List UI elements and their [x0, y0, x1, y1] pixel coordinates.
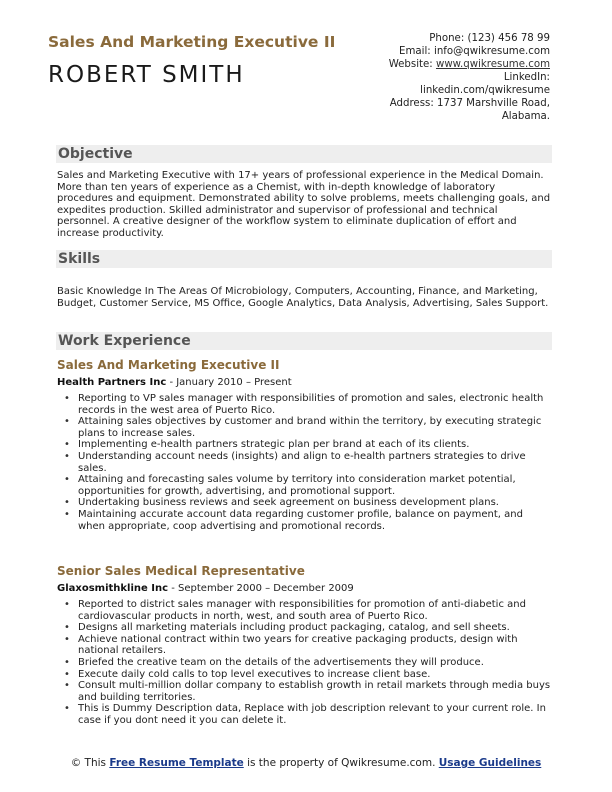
phone-label: Phone: — [429, 33, 465, 44]
linkedin-label: LinkedIn: — [503, 72, 550, 83]
free-resume-template-link[interactable]: Free Resume Template — [109, 757, 244, 769]
website-label: Website: — [388, 59, 433, 70]
contact-block — [310, 32, 550, 123]
list-item: • Designs all marketing materials including product packaging, catalog, and sell sheets. — [57, 622, 551, 634]
footer-middle: is the property of Qwikresume.com. — [243, 757, 439, 769]
skills-heading: Skills — [58, 251, 101, 267]
objective-text: Sales and Marketing Executive with 17+ years of professional experience in the Medical Domain. More than ten years of experience as a Chemist, with in-depth knowledge of laboratory procedures and equipment. Demonstrated ability to solve problems, meets challenging goals, and expedites production. Skilled administrator and supervisor of professional and technical personnel. A creative designer of the workflow system to eliminate duplication of effort and increase productivity. — [57, 170, 551, 239]
list-item: • Reporting to VP sales manager with responsibilities of promotion and sales, electronic health records in the west area of Puerto Rico. — [57, 393, 551, 416]
list-item: • Attaining and forecasting sales volume by territory into consideration market potential, opportunities for growth, advertising, and promotional support. — [57, 474, 551, 497]
skills-text: Basic Knowledge In The Areas Of Microbiology, Computers, Accounting, Finance, and Marketing, Budget, Customer Service, MS Office, Google Analytics, Data Analysis, Advertising, Sales Support. — [57, 286, 549, 309]
list-item: • Consult multi-million dollar company to establish growth in retail markets through media buys and building territories. — [57, 680, 551, 703]
phone-line — [310, 32, 550, 45]
website-line — [310, 58, 550, 71]
email-value: info@qwikresume.com — [433, 46, 550, 57]
job-2-duties — [57, 599, 551, 727]
list-item: • Implementing e-health partners strategic plan per brand at each of its clients. — [57, 439, 551, 451]
address-value-1: 1737 Marshville Road, — [437, 98, 550, 109]
list-item: • Achieve national contract within two years for creative packaging products, design with national retailers. — [57, 634, 551, 657]
list-item: • Execute daily cold calls to top level executives to increase client base. — [57, 669, 551, 681]
list-item: • Attaining sales objectives by customer and brand within the territory, by executing strategic plans to increase sales. — [57, 416, 551, 439]
objective-section-header — [56, 145, 552, 163]
job-1-duties — [57, 393, 551, 532]
experience-section-header — [56, 332, 552, 350]
list-item: • Reported to district sales manager with responsibilities for promotion of anti-diabetic and cardiovascular products in north, west, and south area of Puerto Rico. — [57, 599, 551, 622]
job-2-company-line — [57, 583, 354, 594]
objective-heading: Objective — [58, 146, 133, 162]
list-item: • Undertaking business reviews and seek agreement on business development plans. — [57, 497, 551, 509]
email-line — [310, 45, 550, 58]
website-link[interactable]: www.qwikresume.com — [435, 59, 550, 70]
footer — [0, 757, 612, 770]
email-label: Email: — [399, 46, 431, 57]
address-label: Address: — [389, 98, 434, 109]
address-line — [310, 97, 550, 110]
job-2-title: Senior Sales Medical Representative — [57, 564, 305, 578]
list-item: • Maintaining accurate account data regarding customer profile, balance on payment, and when appropriate, coop advertising and promotional records. — [57, 509, 551, 532]
job-1-dates: - January 2010 – Present — [166, 377, 292, 388]
job-title: Sales And Marketing Executive II — [48, 33, 336, 51]
job-2-dates: - September 2000 – December 2009 — [168, 583, 354, 594]
footer-prefix: © This — [70, 757, 110, 769]
usage-guidelines-link[interactable]: Usage Guidelines — [438, 757, 542, 769]
list-item: • Briefed the creative team on the details of the advertisements they will produce. — [57, 657, 551, 669]
job-1-company: Health Partners Inc — [57, 377, 167, 388]
skills-section-header — [56, 250, 552, 268]
address-value-2: Alabama. — [501, 111, 550, 122]
job-1-company-line — [57, 377, 292, 388]
candidate-name: ROBERT SMITH — [48, 62, 245, 88]
list-item: • Understanding account needs (insights) and align to e-health partners strategies to drive sales. — [57, 451, 551, 474]
experience-heading: Work Experience — [58, 333, 191, 349]
job-2-company: Glaxosmithkline Inc — [57, 583, 169, 594]
job-1-title: Sales And Marketing Executive II — [57, 358, 280, 372]
phone-value: (123) 456 78 99 — [467, 33, 550, 44]
list-item: • This is Dummy Description data, Replace with job description relevant to your current role. In case if you dont need it you can delete it. — [57, 703, 551, 726]
linkedin-value: linkedin.com/qwikresume — [420, 85, 550, 96]
